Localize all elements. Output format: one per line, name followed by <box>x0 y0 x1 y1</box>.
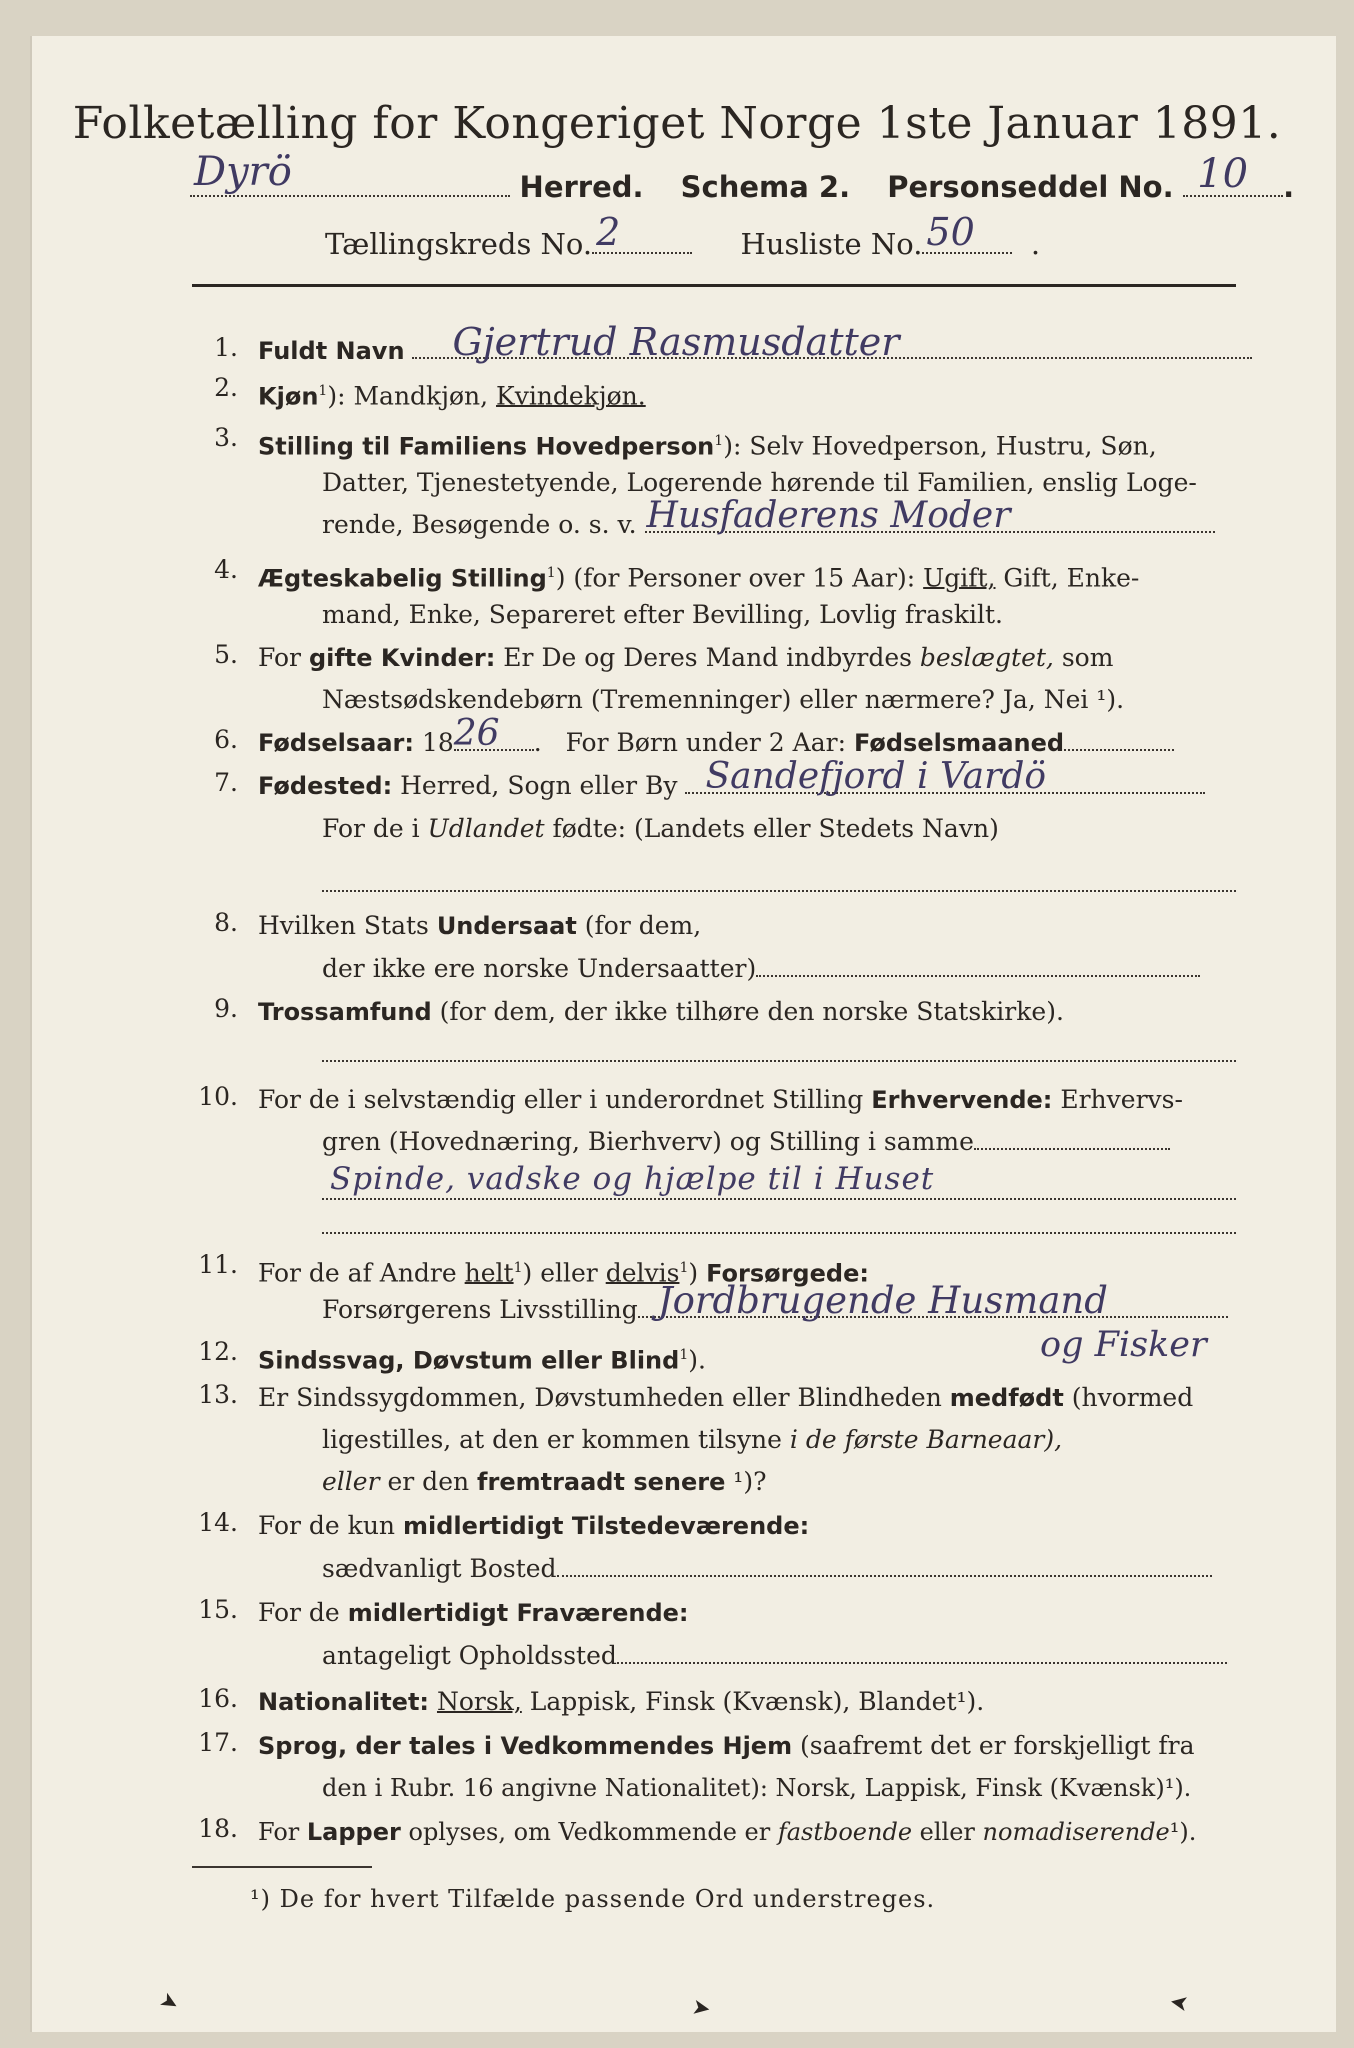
q5-line1 <box>258 639 1113 677</box>
q3-label: Stilling til Familiens Hovedperson <box>258 432 715 461</box>
corner-mark-right: ➤ <box>1167 1988 1191 2017</box>
q10-text2: gren (Hovednæring, Bierhverv) og Stilling i samme <box>322 1127 974 1156</box>
q18-mid: eller <box>912 1818 983 1846</box>
q18-italic2: nomadiserende <box>982 1818 1170 1846</box>
q18-number: 18. <box>198 1814 238 1843</box>
q4-number: 4. <box>214 555 238 584</box>
q17-line2: den i Rubr. 16 angivne Nationalitet): Norsk, Lappisk, Finsk (Kvænsk)¹). <box>322 1774 1192 1802</box>
q6-line: Fødselsaar: 18 26 . For Børn under 2 Aar: Fødselsmaaned <box>258 724 1174 762</box>
q10-answer-line <box>322 1198 1236 1200</box>
q3-line2: Datter, Tjenestetyende, Logerende hørende til Familien, enslig Loge- <box>322 468 1197 497</box>
husliste-value: 50 <box>926 210 975 254</box>
q10-blank-line <box>322 1232 1236 1234</box>
q13-line1 <box>258 1379 1193 1417</box>
q5-number: 5. <box>214 640 238 669</box>
q18-italic1: fastboende <box>777 1818 913 1846</box>
q11-answer2: og Fisker <box>1040 1325 1207 1365</box>
q7-blank-line <box>322 890 1236 892</box>
q1-number: 1. <box>214 333 238 362</box>
q8-text1: (for dem, <box>576 911 702 940</box>
q7-text2b: fødte: (Landets eller Stedets Navn) <box>544 814 999 843</box>
q13-label: medfødt <box>949 1384 1064 1412</box>
header-line-kreds: Tællingskreds No. 2 Husliste No. 50 . <box>325 210 1041 261</box>
q2-selected: Kvindekjøn. <box>496 381 646 411</box>
q16-number: 16. <box>198 1684 238 1713</box>
q4-label: Ægteskabelig Stilling <box>258 564 547 593</box>
q18-label: Lapper <box>306 1818 401 1846</box>
herred-label: Herred. <box>519 170 644 204</box>
q11-pre: For de af Andre <box>258 1258 465 1288</box>
q8-line2 <box>322 950 1200 988</box>
q6-prefix: 18 <box>414 728 454 757</box>
q18-text1a: oplyses, om Vedkommende er <box>400 1818 778 1846</box>
q9-number: 9. <box>214 994 238 1023</box>
q7-text1: Herred, Sogn eller By <box>392 771 678 800</box>
q14-pre: For de kun <box>258 1511 403 1540</box>
q6-mid: For Børn under 2 Aar: <box>565 728 854 757</box>
q14-line2 <box>322 1550 1212 1588</box>
kreds-label: Tællingskreds No. <box>325 227 593 261</box>
q17-label: Sprog, der tales i Vedkommendes Hjem <box>258 1732 793 1760</box>
q13-pre: Er Sindssygdommen, Døvstumheden eller Blindheden <box>258 1383 950 1412</box>
q3-line3 <box>322 495 1215 544</box>
q18-line <box>258 1813 1196 1851</box>
q13-number: 13. <box>198 1380 238 1409</box>
q9-blank-line <box>322 1060 1236 1062</box>
q1-answer: Gjertrud Rasmusdatter <box>452 320 900 364</box>
q8-number: 8. <box>214 908 238 937</box>
q17-number: 17. <box>198 1728 238 1757</box>
q10-line2 <box>322 1123 1170 1161</box>
q3-line1: Stilling til Familiens Hovedperson$^1$): Selv Hovedperson, Hustru, Søn, <box>258 431 1157 461</box>
q16-selected: Norsk, <box>436 1687 522 1716</box>
q11-line1: For de af Andre helt$^1$) eller delvis$^1$) Forsørgede: <box>258 1258 869 1288</box>
q4-line2: mand, Enke, Separeret efter Bevilling, Lovlig fraskilt. <box>322 600 1003 629</box>
husliste-label: Husliste No. <box>740 227 923 261</box>
q6-answer: 26 <box>453 713 500 754</box>
q2-line <box>258 372 646 415</box>
personseddel-label: Personseddel No. <box>887 170 1174 204</box>
q16-label: Nationalitet: <box>258 1688 430 1716</box>
q2-text: ): Mandkjøn, <box>327 381 497 411</box>
q14-text2: sædvanligt Bosted <box>322 1554 557 1583</box>
header-line-herred: Dyrö Herred. Schema 2. Personseddel No. 10 . <box>190 164 1294 211</box>
q8-text2: der ikke ere norske Undersaatter) <box>322 954 757 983</box>
q4-text1a: ) (for Personer over 15 Aar): <box>555 563 924 593</box>
form-title: Folketælling for Kongeriget Norge 1ste Januar 1891. <box>72 98 1282 149</box>
q5-italic: beslægtet, <box>919 643 1054 672</box>
q7-line1 <box>258 756 1205 805</box>
q14-number: 14. <box>198 1508 238 1537</box>
q15-pre: For de <box>258 1598 348 1627</box>
q16-line <box>258 1683 984 1721</box>
footnote-rule <box>192 1866 372 1868</box>
q1-line <box>258 320 1252 370</box>
q9-label: Trossamfund <box>258 998 432 1026</box>
q7-italic: Udlandet <box>427 814 545 843</box>
q3-text1: ): Selv Hovedperson, Hustru, Søn, <box>723 431 1157 461</box>
q6-number: 6. <box>214 725 238 754</box>
q7-number: 7. <box>214 768 238 797</box>
q9-text1: (for dem, der ikke tilhøre den norske Statskirke). <box>431 997 1064 1026</box>
q10-pre: For de i selvstændig eller i underordnet Stilling <box>258 1085 872 1114</box>
q10-answer: Spinde, vadske og hjælpe til i Huset <box>330 1161 935 1197</box>
q2-number: 2. <box>214 373 238 402</box>
q8-line1 <box>258 907 701 945</box>
q13-text3a: er den <box>379 1467 478 1496</box>
q7-text2a: For de i <box>322 814 428 843</box>
corner-mark-center: ➤ <box>689 1994 713 2023</box>
schema-label: Schema 2. <box>680 170 851 204</box>
corner-mark-left: ➤ <box>154 1987 184 2018</box>
q14-line1 <box>258 1507 809 1545</box>
q7-answer: Sandefjord i Vardö <box>705 756 1047 797</box>
q13-line2 <box>322 1421 1062 1459</box>
q13-text2a: ligestilles, at den er kommen tilsyne <box>322 1425 790 1454</box>
q13-italic2: i de første Barneaar), <box>789 1425 1063 1454</box>
personseddel-value: 10 <box>1197 151 1249 197</box>
q5-line2: Næstsødskendebørn (Tremenninger) eller nærmere? Ja, Nei ¹). <box>322 685 1125 714</box>
q4-line1: Ægteskabelig Stilling$^1$) (for Personer over 15 Aar): Ugift, Gift, Enke- <box>258 563 1140 593</box>
q11-line2 <box>322 1279 1228 1329</box>
q4-selected: Ugift, <box>923 563 996 593</box>
q3-text3: rende, Besøgende o. s. v. <box>322 510 637 539</box>
q13-italic3: eller <box>322 1467 380 1496</box>
q5-label: gifte Kvinder: <box>308 644 496 672</box>
q11-answer1: Jordbrugende Husmand <box>657 1279 1108 1322</box>
q5-pre: For <box>258 643 309 672</box>
q15-text2: antageligt Opholdssted <box>322 1641 617 1670</box>
q11-mid: ) eller <box>522 1258 606 1288</box>
q17-line1 <box>258 1727 1195 1765</box>
q2-sup: 1 <box>318 383 328 399</box>
q11-helt: helt <box>464 1258 514 1288</box>
q15-number: 15. <box>198 1595 238 1624</box>
q13-label2: fremtraadt senere <box>477 1468 726 1496</box>
q8-label: Undersaat <box>436 912 577 940</box>
q10-number: 10. <box>198 1082 238 1111</box>
header-divider <box>192 284 1236 287</box>
q18-pre: For <box>258 1818 307 1846</box>
q16-rest: Lappisk, Finsk (Kvænsk), Blandet¹). <box>521 1687 985 1716</box>
herred-value: Dyrö <box>194 149 292 195</box>
q2-label: Kjøn <box>258 382 319 411</box>
q5-text1b: som <box>1053 643 1114 672</box>
q12-number: 12. <box>198 1337 238 1366</box>
q11-label: Forsørgede: <box>706 1259 869 1288</box>
q15-line2 <box>322 1637 1227 1675</box>
q9-line1 <box>258 993 1064 1031</box>
q4-text1b: Gift, Enke- <box>995 563 1140 593</box>
q14-label: midlertidigt Tilstedeværende: <box>402 1512 810 1540</box>
q15-line1 <box>258 1594 689 1632</box>
q13-line3 <box>322 1463 767 1501</box>
q3-number: 3. <box>214 423 238 452</box>
q7-line2 <box>322 810 999 848</box>
kreds-value: 2 <box>596 210 621 254</box>
footnote: ¹) De for hvert Tilfælde passende Ord understreges. <box>250 1885 936 1913</box>
q11-number: 11. <box>198 1250 238 1279</box>
q1-label: Fuldt Navn <box>258 337 405 365</box>
q6-label2: Fødselsmaaned <box>853 729 1065 757</box>
q13-text1b: (hvormed <box>1063 1383 1194 1412</box>
q10-label: Erhvervende: <box>871 1086 1053 1114</box>
q12-label: Sindssvag, Døvstum eller Blind <box>258 1346 680 1375</box>
q12-tail: ). <box>688 1345 706 1375</box>
q11-delvis: delvis <box>605 1258 680 1288</box>
q3-answer: Husfaderens Moder <box>646 495 1011 536</box>
q17-text1b: (saafremt det er forskjelligt fra <box>792 1731 1195 1760</box>
q10-text1b: Erhvervs- <box>1052 1085 1183 1114</box>
q13-text3b: ¹)? <box>725 1467 767 1496</box>
q11-text2: Forsørgerens Livsstilling <box>322 1295 638 1324</box>
q5-text1a: Er De og Deres Mand indbyrdes <box>495 643 920 672</box>
q12-line: Sindssvag, Døvstum eller Blind$^1$). <box>258 1345 706 1375</box>
q10-line1 <box>258 1081 1183 1119</box>
q15-label: midlertidigt Fraværende: <box>347 1599 689 1627</box>
q7-label: Fødested: <box>258 772 393 800</box>
q6-label: Fødselsaar: <box>258 729 414 757</box>
q18-tail: ¹). <box>1169 1818 1197 1846</box>
q8-pre: Hvilken Stats <box>258 911 437 940</box>
